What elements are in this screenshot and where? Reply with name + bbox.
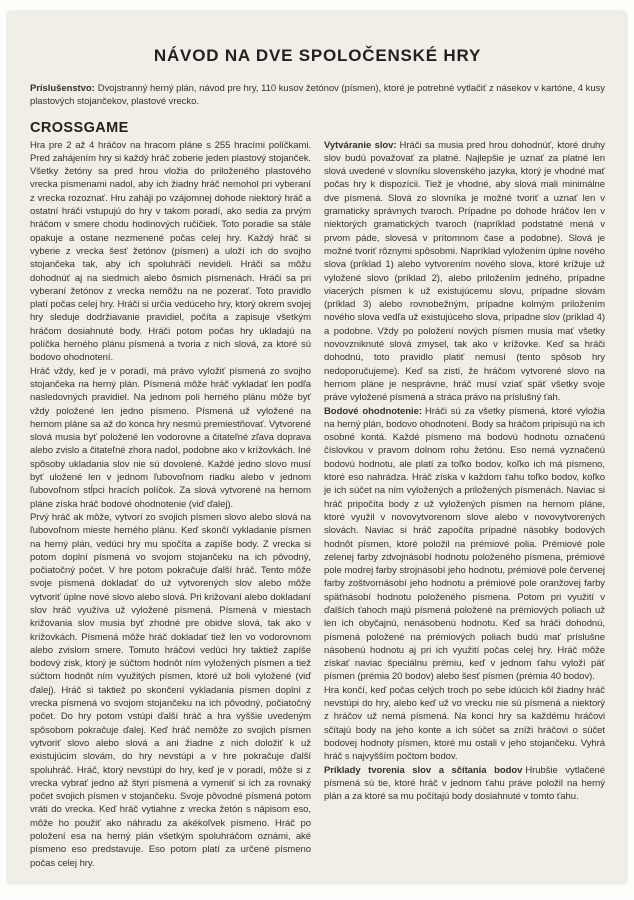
paragraph-text: Hráči sú za všetky písmená, ktoré vyložia na herný plán, bodovo ohodnotení. Body sa hráčom pripisujú na ich osobné kontá. Každé písmeno má bodovú hodnotu označenú číslovkou v pravom dolnom rohu žetónu. Eso nemá vyznačenú bodovú hodnotu, ale platí za toľko bodov, koľko ich má písmeno, ktoré eso nahrádza. Hráč získa v každom ťahu toľko bodov, koľko je ich súčet na ním vyložených a priložených písmenách. Naviac si hráč pripočíta body z už vyložených písmen na hernom pláne, ktoré využil v novovytvorenom slove alebo v novovytvorených slovách. Naviac si hráč započíta prípadné násobky bodových hodnôt písmen, ktoré položil na prémiové polia. Prémiové pole zelenej farby zdvojnásobí hodnotu položeného písmena, prémiové pole modrej farby strojnásobí jeho hodnotu, prémiové pole červenej farby zoštvornásobí jeho hodnotu a prémiové pole oranžovej farby späťnásobí hodnotu položeného písmena. Potom pri využití v ďalších ťahoch majú písmená položené na prémiových poliach už len ich obyčajnú, nenásobenú hodnotu. Keď sa hráči dohodnú, písmená položené na prémiových poliach budú mať príslušne násobenú hodnotu aj pri ich využití počas celej hry. Hráč môže získať naviac špeciálnu prémiu, keď v jednom ťahu vyloží päť písmen (prémia 20 bodov) alebo šesť písmen (prémia 40 bodov). [324,405,605,683]
instruction-page [8,12,626,883]
paragraph-text: Prvý hráč ak môže, vytvorí zo svojich písmen slovo alebo slová na ľubovoľnom mieste herného plánu. Keď skončí vykladanie písmen na herný plán, vedúci hry mu spočíta a zapíše body. Z vrecka si potom doplní písmená vo svojom stojančeku na ich pôvodný, počiatočný počet. V hre potom pokračuje ďalší hráč. Tento môže svoje písmená dokladať do už vytvorených slov alebo môže vytvoriť úplne nové slovo alebo slová. Pri križovaní alebo dokladaní slov hráč využíva už vyložené písmená. Písmená v miestach križovania slov musia byť zhodné pre obidve slová, tak ako v krížovkách. Písmená môže hráč dokladať tiež len vo vodorovnom alebo zvislom smere. Tomuto hráčovi vedúci hry taktiež zapíše bodový zisk, ktorý je súčtom hodnôt ním vyložených písmen a tiež súčtom hodnôt ním využitých písmen, ktoré už boli vyložené (viď ďalej). Hráč si taktiež po skončení vykladania písmen doplní z vrecka písmená vo svojom stojančeku na ich pôvodný, počiatočný počet. Do hry potom vstúpi ďalší hráč a hra vyššie uvedeným spôsobom pokračuje ďalej. Keď hráč nemôže zo svojich písmen vytvoriť slovo alebo slová a ani žiadne z nich doložiť k už existujúcim slovám, do hry nevstúpi a v hre pokračuje ďalší spoluhráč. Hráč, ktorý nevstúpi do hry, keď je v poradí, môže si z vrecka vybrať jedno až štyri písmená a vymeniť si ich za rovnaký počet svojich písmen v stojančeku. Svoje pôvodné písmená potom vráti do vrecka. Keď hráč vytiahne z vrecka žetón s nápisom eso, môže ho použiť ako náhradu za akékoľvek písmeno. Hráč po položení esa na herný plán všetkým spoluhráčom oznámi, aké písmeno eso predstavuje. Eso potom platí za určené písmeno počas celej hry. [30,511,311,869]
body-paragraph [324,139,605,405]
accessories-paragraph [30,82,605,109]
body-paragraph [30,139,311,365]
paragraph-text: Hra končí, keď počas celých troch po sebe idúcich kôl žiadny hráč nevstúpi do hry, alebo keď už vo vrecku nie sú písmená a niektorý z hráčov už nemá písmená. Na konci hry sa každému hráčovi sčítajú body na jeho konte a ich súčet sa zníži hráčovi o súčet bodovej hodnoty písmen, ktoré mu ostali v jeho stojančeku. Vyhrá hráč s najvyšším počtom bodov. [324,684,605,763]
accessories-text: Dvojstranný herný plán, návod pre hry, 110 kusov žetónov (písmen), ktoré je potrebné vytlačiť z násekov v kartóne, 4 kusy plastových stojančekov, plastové vrecko. [30,83,605,108]
body-paragraph [324,684,605,764]
paragraph-text: Hrubšie vytlačené písmená sú tie, ktoré hráč v jednom ťahu práve položil na herný plán a za ktoré sa mu počítajú body dosiahnuté v tomto ťahu. [324,764,605,803]
two-column-body [30,139,605,894]
body-paragraph [324,405,605,684]
paragraph-label: Bodové ohodnotenie: [324,405,422,417]
paragraph-label: Príklady tvorenia slov a sčítania bodov [324,764,523,776]
accessories-label: Príslušenstvo: [30,83,95,94]
paragraph-text: Hra pre 2 až 4 hráčov na hracom pláne s 255 hracími políčkami. Pred zahájením hry si každý hráč zoberie jeden plastový stojanček. Všetky žetóny sa pred hrou vložia do priloženého plastového vrecka písmenami nadol, aby ich žiadny hráč nemohol pri vyberaní z vrecka rozoznať. Hru zaháji po vzájomnej dohode niektorý hráč a ostatní hráči vstupujú do hry v takom poradí, ako sedia za prvým hráčom v smere chodu hodinových ručičiek. Toto poradie sa stále opakuje a ostane nezmenené počas celej hry. Každý hráč si vyberie z vrecka šesť žetónov (písmen) a uloží ich do svojho stojančeka tak, aby ich spoluhráči nevideli. Hráči sa môžu dohodnúť aj na siedmich alebo ôsmich písmenách. Hráči sa pri vyberaní žetónov z vrecka nemôžu na ne pozerať. Toto pravidlo platí počas celej hry. Hráči si určia vedúceho hry, ktorý okrem svojej hry sleduje dodržiavanie pravidiel, počíta a zapisuje všetkým hráčom dosiahnuté body. Hráči potom počas hry ukladajú na políčka herného plánu písmená a tvoria z nich slová, za ktoré sú bodovo ohodnotení. [30,139,311,364]
body-paragraph [324,764,605,804]
page-title: NÁVOD NA DVE SPOLOČENSKÉ HRY [153,46,482,65]
body-paragraph [30,511,311,870]
body-paragraph [30,365,311,511]
paragraph-text: Hráč vždy, keď je v poradí, má právo vyložiť písmená zo svojho stojančeka na herný plán. Písmená môže hráč vykladať len podľa nasledovných pravidiel. Na jednom poli herného plánu môže byť vždy položené len jedno písmeno. Písmená už vyložené na hernom pláne sa až do konca hry nesmú premiestňovať. Vytvorené slová musia byť položené len vodorovne a čitateľné zľava doprava alebo zvislo a čitateľné zhora nadol, podobne ako v krížovkách. Iné spôsoby ukladania slov nie sú dovolené. Každé jedno slovo musí byť uložené len v jednom ľubovoľnom riadku alebo v jednom ľubovoľnom stĺpci hracích políčok. Za slová vytvorené na hernom pláne získa hráč bodové ohodnotenie (viď ďalej). [30,365,311,510]
section-heading-crossgame: CROSSGAME [30,119,129,136]
paragraph-text: Hráči sa musia pred hrou dohodnúť, ktoré druhy slov budú považovať za platné. Najlepšie je uznať za platné len slová uvedené v slovníku slovenského jazyka, ktorý je vhodné mať počas hry k dispozícii. Tiež je vhodné, aby slová mali minimálne dve písmená. Slová zo slovníka je možné tvoriť a uznať len v gramaticky správnych tvaroch. Prípadne po dohode hráčov len v niektorých gramatických tvaroch (napríklad podstatné mená v prvom páde, slovesá v prítomnom čase a podobne). Slová je možné tvoriť rôznymi spôsobmi. Napríklad vyložením úplne nového slova (príklad 1) alebo vytvorením nového slova, ktoré krížuje už vyložené slovo (príklad 2), alebo priložením jedného, prípadne viacerých písmen k už existujúcemu slovu, prípadne slovám (príklad 3) alebo rovnobežným, prípadne kolmým priložením nového slova vedľa už existujúceho slova, prípadne slov (príklad 4) a podobne. Vždy po položení nových písmen musia mať všetky novovzniknuté slová zmysel, tak ako v krížovke. Keď sa hráči dohodnú, toto pravidlo platiť nemusí (tento spôsob hry nedoporučujeme). Keď sa zistí, že hráčom vytvorené slovo na hernom pláne je nesprávne, hráč musí vziať späť všetky svoje práve vyložené písmená a stráca právo na príslušný ťah. [324,139,605,404]
paragraph-label: Vytváranie slov: [324,139,397,151]
